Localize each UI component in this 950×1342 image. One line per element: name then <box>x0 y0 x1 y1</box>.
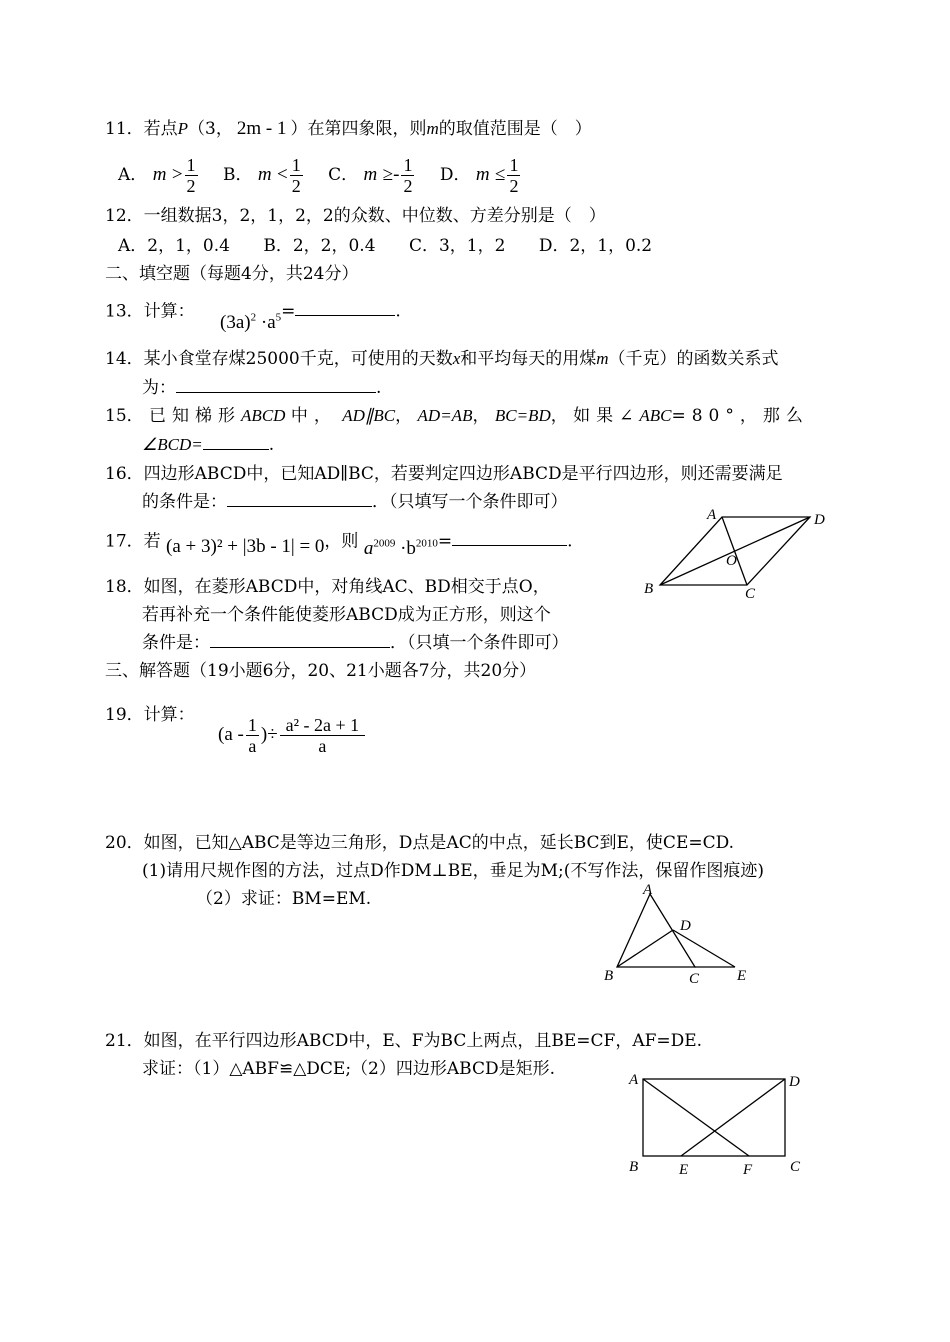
q11-option-a[interactable] <box>118 155 200 196</box>
diagonal-bd <box>660 517 810 585</box>
option-op: > <box>171 164 183 185</box>
q15-text: 中， <box>290 406 337 426</box>
q11-point: P <box>177 119 189 138</box>
denominator: 2 <box>403 176 413 196</box>
q15-text: 已知梯形 <box>149 406 242 426</box>
q19-close: )÷ <box>260 724 278 745</box>
label-f: F <box>743 1162 753 1178</box>
option-var: m <box>363 164 378 185</box>
q15-abcd: ABCD <box>241 406 286 425</box>
label-c: C <box>745 586 756 602</box>
q17-exp1: 2009 <box>373 538 396 550</box>
numerator: 1 <box>509 155 519 175</box>
q11-coord-open: （3， <box>188 119 233 139</box>
q16-answer-blank[interactable] <box>227 492 372 507</box>
label-e: E <box>737 968 747 984</box>
q17-label: 17．若 <box>105 531 161 552</box>
q12-option-c[interactable]: C．3，1，2 <box>408 236 506 256</box>
q15-number: 15． <box>105 406 144 426</box>
q11-option-c[interactable] <box>328 155 416 196</box>
section-3-heading: 三、解答题（19小题6分，20、21小题各7分，共20分） <box>105 661 537 681</box>
option-label: A． <box>118 165 148 185</box>
q14-text-d: 为： <box>142 378 176 398</box>
q15-end: . <box>268 435 275 455</box>
option-op: < <box>277 164 288 185</box>
q14-var-x: x <box>452 349 461 368</box>
option-var: m <box>475 164 490 185</box>
q19-label: 19．计算： <box>105 705 195 725</box>
q11-option-d[interactable] <box>439 155 523 196</box>
label-d: D <box>789 1074 800 1090</box>
q19-fraction1 <box>246 715 259 756</box>
option-fraction <box>401 155 414 196</box>
q17-a: a <box>363 538 374 560</box>
q21-line2: 求证：（1）△ABF≌△DCE;（2）四边形ABCD是矩形. <box>142 1059 555 1079</box>
label-b: B <box>604 968 614 984</box>
option-label: D． <box>439 165 471 185</box>
label-d: D <box>680 918 691 934</box>
q13-base: (3a) <box>220 312 251 334</box>
q20-line3: （2）求证：BM=EM. <box>196 889 372 909</box>
figure-triangle <box>600 882 760 987</box>
q15-cond2: AD=AB <box>417 406 473 425</box>
label-c: C <box>790 1159 801 1175</box>
q18-text-a: 条件是： <box>142 633 210 653</box>
q11-options <box>118 148 522 202</box>
label-a: A <box>707 507 717 523</box>
label-e: E <box>679 1162 689 1178</box>
q17-expr: (a + 3)² + |3b - 1| = 0 <box>166 536 325 558</box>
q11-number: 11． <box>105 119 144 139</box>
q18-answer-blank[interactable] <box>210 633 390 648</box>
option-fraction <box>185 155 198 196</box>
option-op: ≥ <box>382 164 394 185</box>
q13-exp2: 5 <box>275 312 282 324</box>
option-fraction <box>507 155 520 196</box>
q15-cond3: BC=BD <box>494 406 551 425</box>
numerator: 1 <box>403 155 413 175</box>
segment-de <box>673 930 735 967</box>
q11-post: 的取值范围是（ ） <box>438 119 592 139</box>
q17-exp2: 2010 <box>415 538 438 550</box>
label-c: C <box>689 971 700 987</box>
q17-answer-blank[interactable] <box>452 531 567 546</box>
q12-option-b[interactable]: B．2，2，0.4 <box>263 236 376 256</box>
q13: 13．计算： $(3a)^2 \cdot a^5=$ . <box>105 301 401 334</box>
denominator: 2 <box>186 176 196 196</box>
q15-text: =80°，那么 <box>671 406 809 426</box>
q11-stem <box>105 118 592 140</box>
q18-line1: 18．如图，在菱形ABCD中，对角线AC、BD相交于点O， <box>105 577 550 597</box>
numerator: 1 <box>291 155 301 175</box>
q17: 17．若 (a + 3)² + |3b - 1| = 0，则 $a^{2009} \cdot b^{2010}=$ . <box>105 531 573 560</box>
label-a: A <box>629 1072 639 1088</box>
q11-option-b[interactable] <box>222 155 305 196</box>
label-o: O <box>726 553 737 569</box>
q17-equals: = <box>437 531 453 552</box>
denominator: a <box>248 736 257 756</box>
q17-then: ，则 <box>324 531 359 552</box>
q20-line1: 20．如图，已知△ABC是等边三角形，D点是AC的中点，延长BC到E，使CE=CD. <box>105 833 735 853</box>
label-d: D <box>814 512 825 528</box>
q12-option-a[interactable]: A．2，1，0.4 <box>118 236 230 256</box>
q13-exp1: 2 <box>250 312 257 324</box>
denominator: 2 <box>291 176 301 196</box>
option-label: C． <box>328 165 359 185</box>
figure-rhombus <box>640 505 840 605</box>
option-sign: - <box>393 164 400 185</box>
option-var: m <box>257 164 272 185</box>
q13-answer-blank[interactable] <box>295 301 395 316</box>
q15-line2 <box>142 434 274 456</box>
q18-text-b: ．（只填一个条件即可） <box>390 633 569 653</box>
q17-b: ·b <box>400 538 416 560</box>
q12-options <box>118 235 652 257</box>
q16-text-b: ．（只填写一个条件即可） <box>372 492 568 512</box>
label-b: B <box>629 1159 639 1175</box>
q17-expr2 <box>364 538 438 559</box>
q13-equals: = <box>281 301 296 322</box>
rectangle-abcd <box>643 1079 785 1156</box>
q11-pre: 若点 <box>143 119 178 139</box>
q20-line2: (1)请用尺规作图的方法，过点D作DM⊥BE，垂足为M;(不写作法，保留作图痕迹) <box>142 861 765 881</box>
q16-text-a: 的条件是： <box>142 492 227 512</box>
q18-line2: 若再补充一个条件能使菱形ABCD成为正方形，则这个 <box>142 605 551 625</box>
option-fraction <box>290 155 303 196</box>
q12-option-d[interactable]: D．2，1，0.2 <box>538 236 653 256</box>
q15-text: 如果∠ <box>573 406 640 426</box>
label-a: A <box>643 882 653 898</box>
q13-dot: ·a <box>260 312 276 334</box>
q15-bcd: ∠BCD= <box>142 435 203 454</box>
numerator: 1 <box>186 155 196 175</box>
q11-var-m: m <box>426 119 439 138</box>
q18-line3 <box>142 632 569 654</box>
option-var: m <box>152 164 167 185</box>
q11-coord-close: ）在第四象限，则 <box>290 119 427 139</box>
numerator: a² - 2a + 1 <box>280 715 366 736</box>
denominator: 2 <box>509 176 519 196</box>
q14-text-b: 和平均每天的用煤 <box>460 349 597 369</box>
q19-open: (a - <box>218 724 244 745</box>
label-b: B <box>644 581 654 597</box>
q16-line1: 16．四边形ABCD中，已知AD∥BC，若要判定四边形ABCD是平行四边形，则还需要满足 <box>105 464 783 484</box>
section-2-heading: 二、填空题（每题4分，共24分） <box>105 264 359 284</box>
q11-expr: 2m - 1 <box>236 118 287 139</box>
q14-text-c: （千克）的函数关系式 <box>608 349 779 369</box>
option-op: ≤ <box>495 164 506 185</box>
q14-text-a: 14．某小食堂存煤25000千克，可使用的天数 <box>105 349 453 369</box>
q15-line1: 15． 已知梯形ABCD 中， AD∥BC， AD=AB， BC=BD， 如果∠ABC=80°，那么 <box>105 406 809 426</box>
q13-expr <box>220 312 281 333</box>
q15-cond1: AD∥BC <box>342 406 396 425</box>
q16-line2 <box>142 491 568 513</box>
q14-line2: 为： . <box>142 378 382 398</box>
numerator: 1 <box>247 715 257 735</box>
figure-rectangle <box>625 1068 810 1183</box>
denominator: a <box>318 736 327 756</box>
q21-line1: 21．如图，在平行四边形ABCD中，E、F为BC上两点，且BE=CF，AF=DE. <box>105 1031 703 1051</box>
option-label: B． <box>222 165 253 185</box>
q15-answer-blank[interactable] <box>203 435 269 450</box>
q12-stem: 12．一组数据3，2，1，2，2的众数、中位数、方差分别是（ ） <box>105 206 606 226</box>
q14-var-m: m <box>596 349 609 368</box>
q19 <box>105 705 367 765</box>
q14-answer-blank[interactable] <box>176 378 376 393</box>
q14-line1 <box>105 348 779 370</box>
q13-label: 13．计算： <box>105 301 195 322</box>
q19-fraction2 <box>280 715 366 756</box>
q15-abc: ABC <box>639 406 672 425</box>
